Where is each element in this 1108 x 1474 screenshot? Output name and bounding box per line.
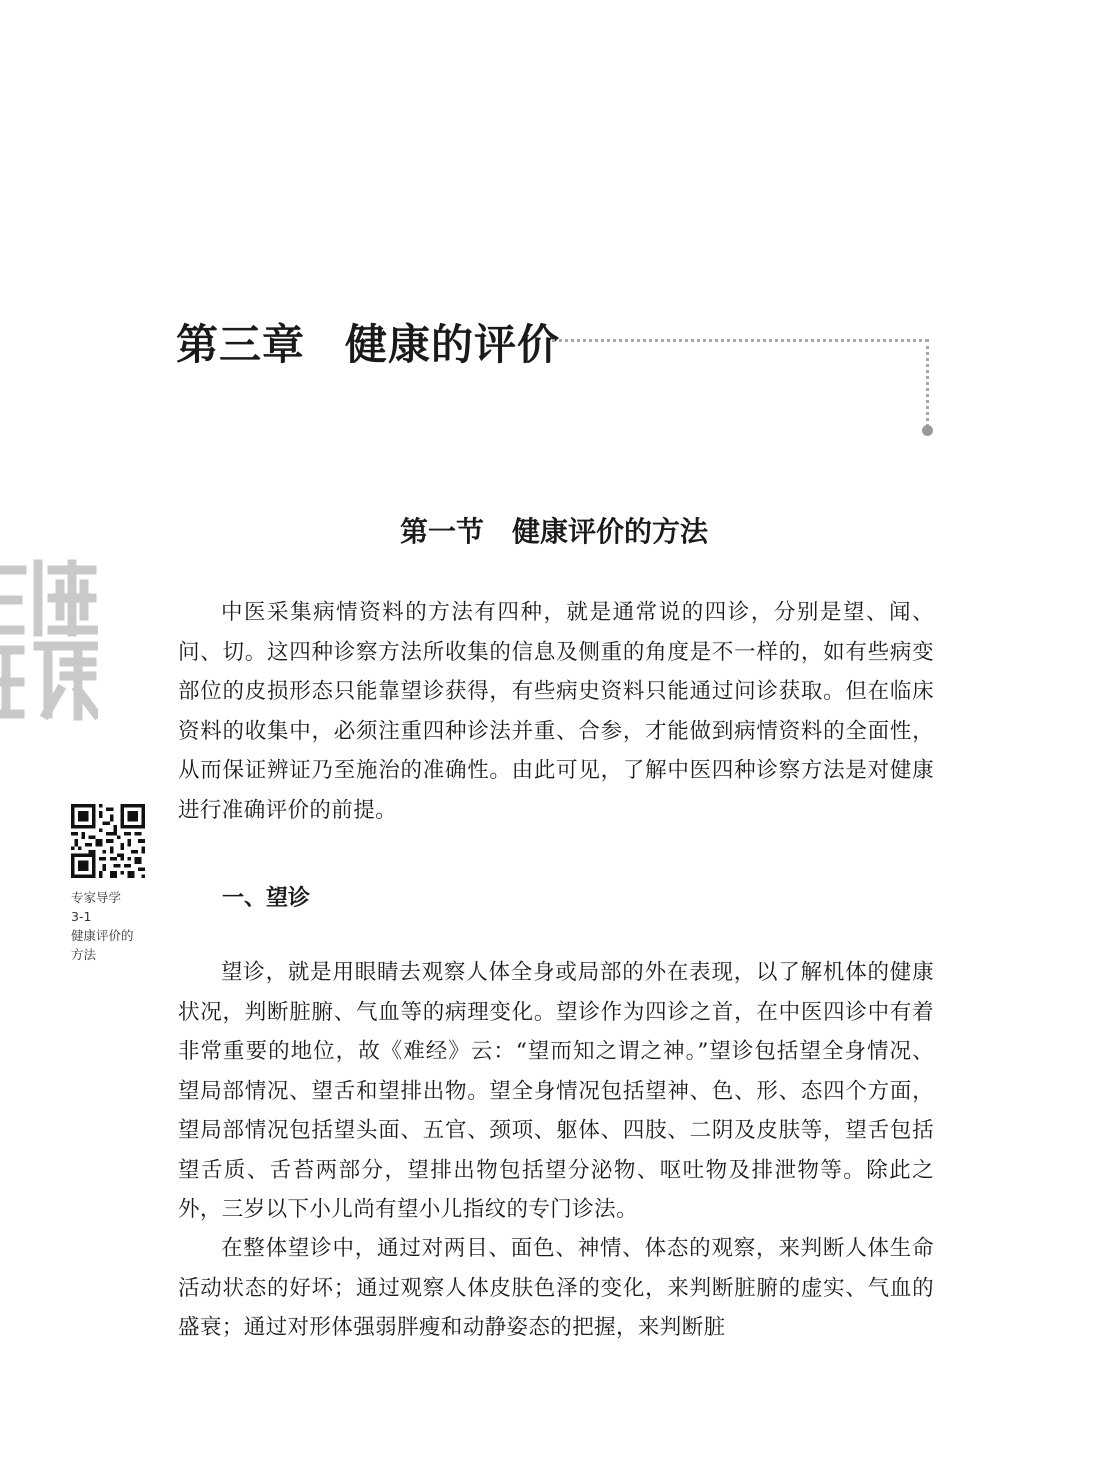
qr-caption-label: 专家导学: [71, 890, 122, 905]
chapter-dotted-drop: [926, 339, 929, 427]
body-paragraph: 在整体望诊中，通过对两目、面色、神情、体态的观察，来判断人体生命活动状态的好坏；通过观察人体皮肤色泽的变化，来判断脏腑的虚实、气血的盛衰；通过对形体强弱胖瘦和动静姿态的把握，来判断脏: [178, 1236, 934, 1340]
chapter-dotted-rule: [552, 339, 928, 342]
seal-stamp-icon: [0, 550, 98, 722]
chapter-rule-end-dot: [922, 425, 933, 436]
qr-caption: [71, 888, 161, 964]
section-name: 健康评价的方法: [512, 515, 709, 548]
body-paragraph: 望诊，就是用眼睛去观察人体全身或局部的外在表现，以了解机体的健康状况，判断脏腑、气血等的病理变化。望诊作为四诊之首，在中医四诊中有着非常重要的地位，故《难经》云：“望而知之谓之神。”望诊包括望全身情况、望局部情况、望舌和望排出物。望全身情况包括望神、色、形、态四个方面，望局部情况包括望头面、五官、颈项、躯体、四肢、二阴及皮肤等，望舌包括望舌质、舌苔两部分，望排出物包括望分泌物、呕吐物及排泄物等。除此之外，三岁以下小儿尚有望小儿指纹的专门诊法。: [178, 960, 934, 1222]
qr-code-icon: [71, 804, 145, 878]
qr-caption-topic-line1: 健康评价的: [71, 928, 134, 943]
chapter-title: [176, 312, 560, 372]
section-title: [0, 510, 1108, 550]
section-number: 第一节: [399, 515, 484, 548]
body-paragraph: 中医采集病情资料的方法有四种，就是通常说的四诊，分别是望、闻、问、切。这四种诊察方法所收集的信息及侧重的角度是不一样的，如有些病变部位的皮损形态只能靠望诊获得，有些病史资料只能通过问诊获取。但在临床资料的收集中，必须注重四种诊法并重、合参，才能做到病情资料的全面性，从而保证辨证乃至施治的准确性。由此可见，了解中医四种诊察方法是对健康进行准确评价的前提。: [178, 600, 934, 823]
chapter-number: 第三章: [176, 320, 306, 369]
subsection-heading: 一、望诊: [222, 886, 311, 911]
qr-caption-code: 3-1: [71, 909, 92, 924]
chapter-name: 健康的评价: [345, 320, 561, 369]
qr-caption-topic-line2: 方法: [71, 947, 97, 962]
